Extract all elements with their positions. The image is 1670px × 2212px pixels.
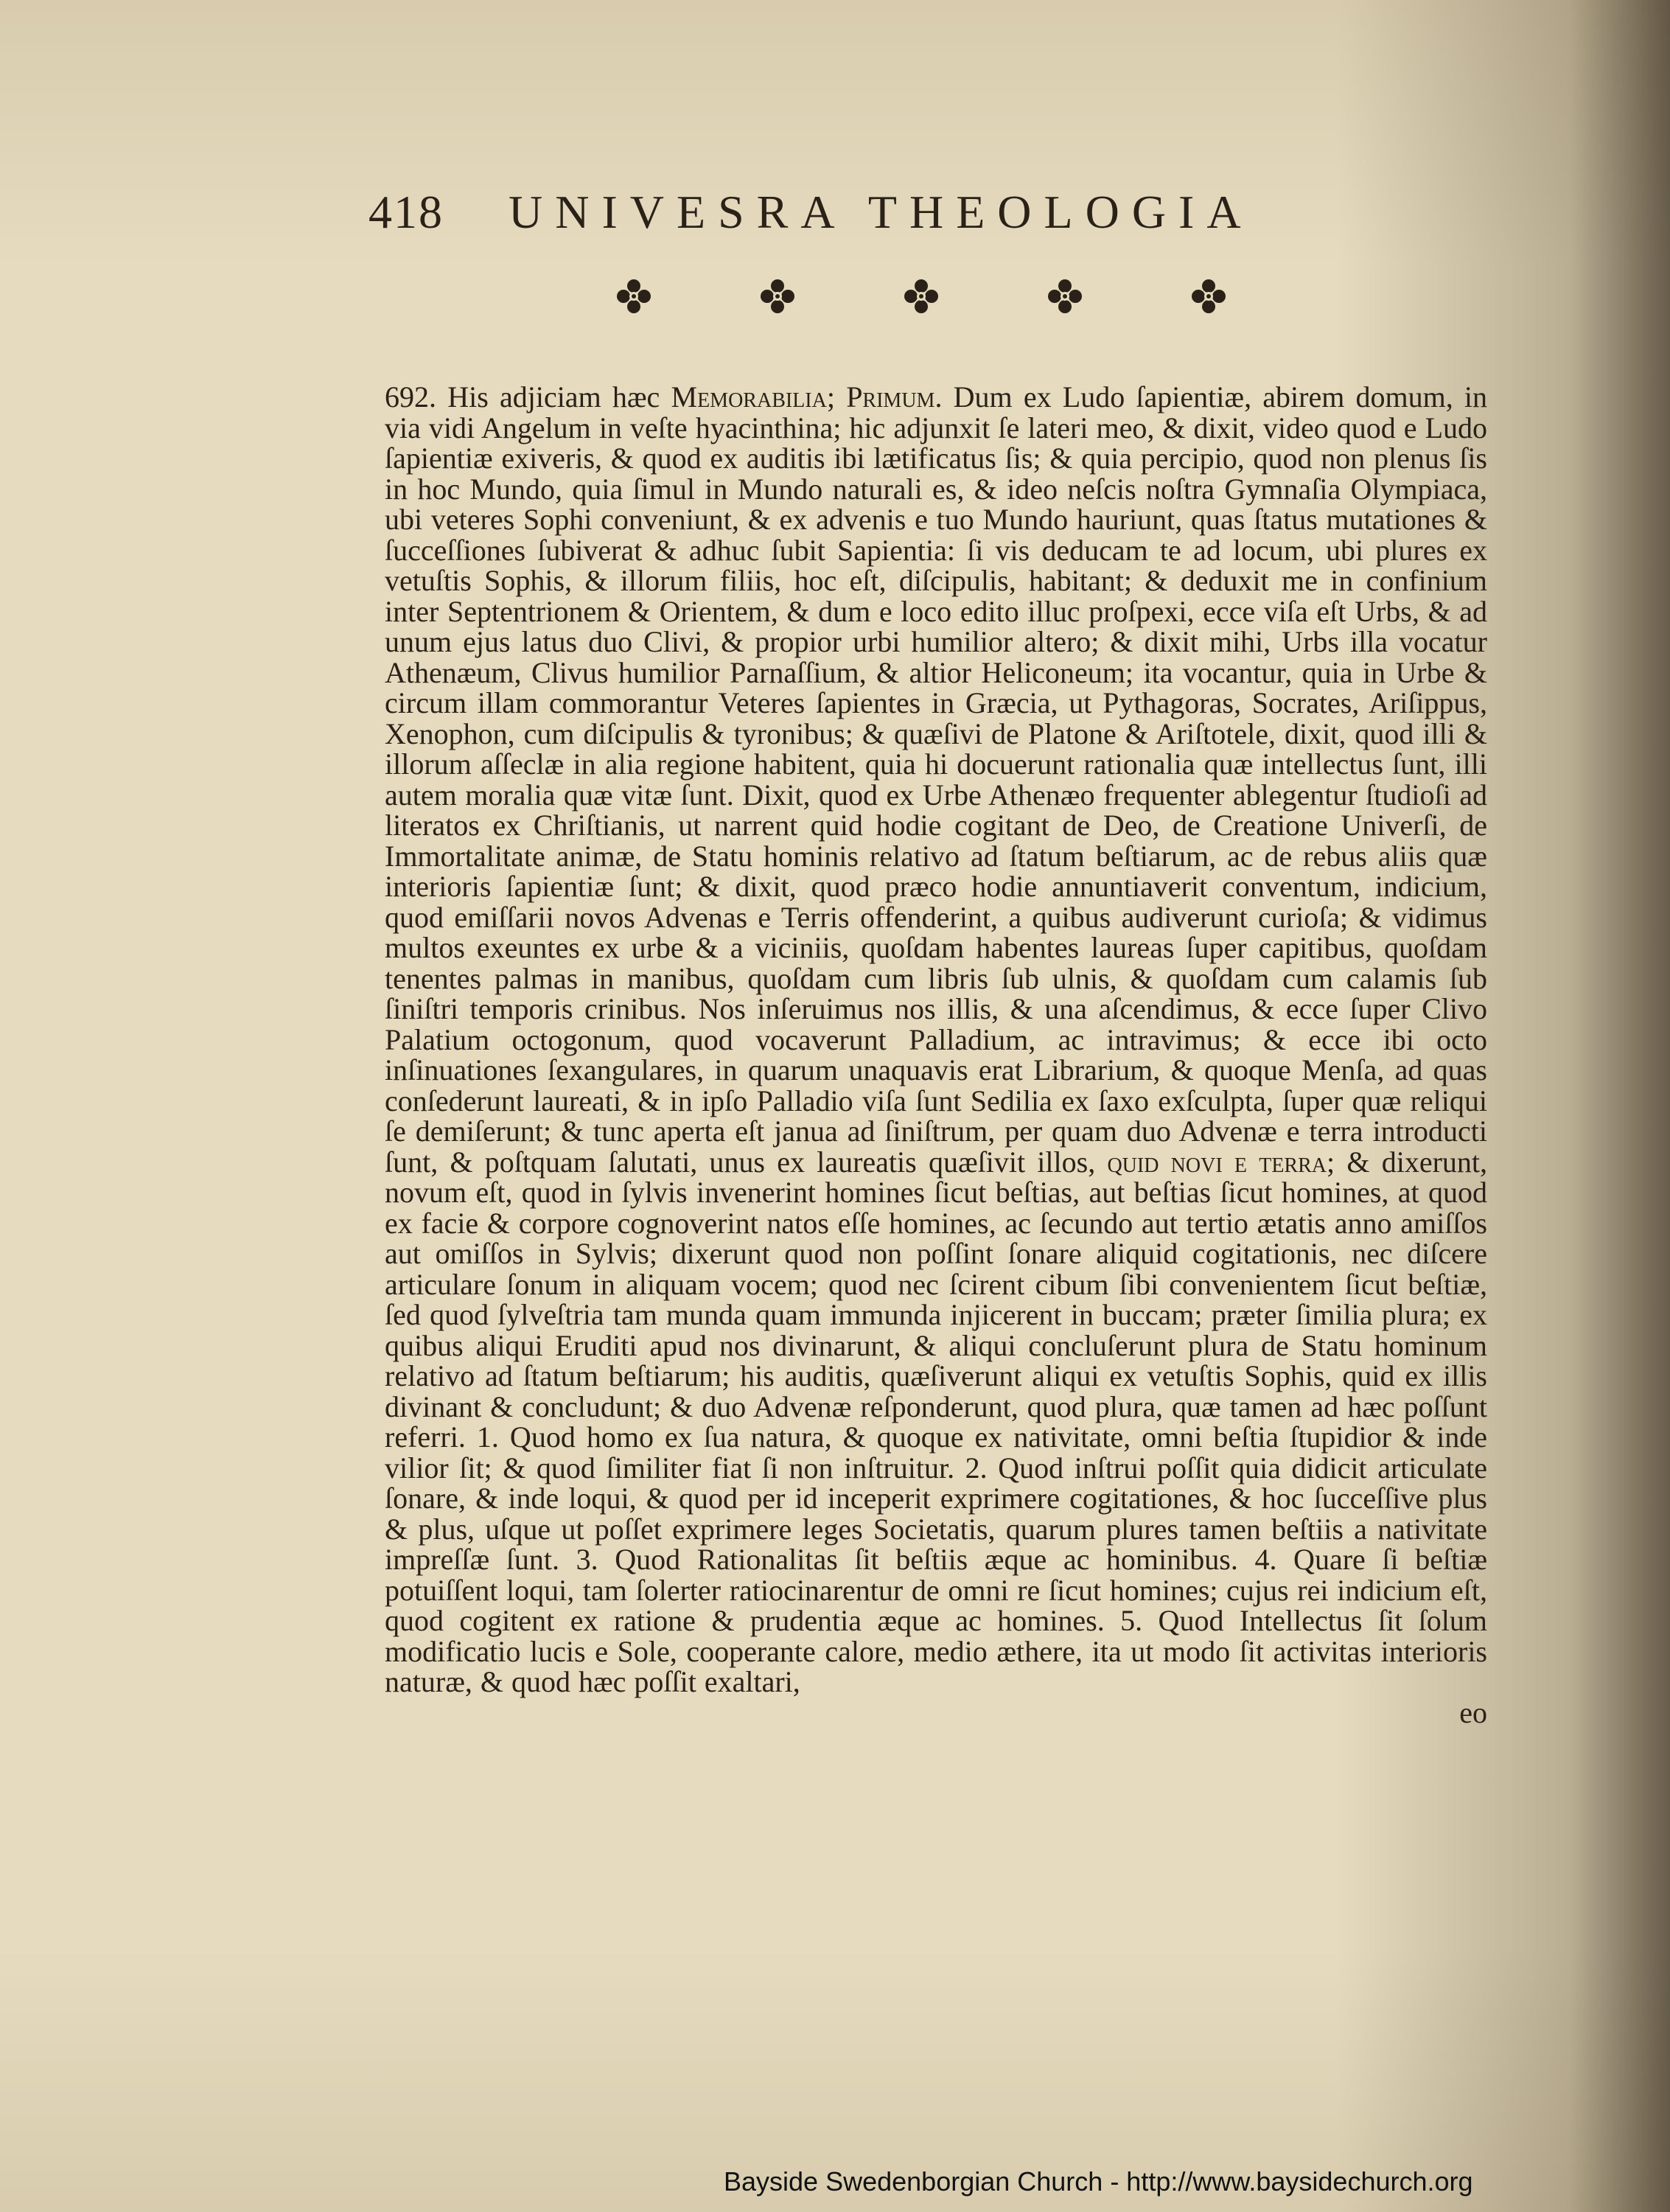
fleuron-icon (899, 274, 943, 318)
page-header (368, 183, 1363, 242)
catchword: eo (1459, 1695, 1487, 1729)
paragraph-number: 692. (385, 380, 436, 414)
paragraph-text-a: Dum ex Ludo ſapientiæ, abirem domum, in via vidi Angelum in veſte hyacinthina; hic adjunxit ſe lateri meo, & dixit, video quod e Ludo ſapientiæ exiveris, & quod ex auditis ibi lætificatus ſis; & quia percipio, quod non plenus ſis in hoc Mundo, quia ſimul in Mundo naturali es, & ideo neſcis noſtra Gymnaſia Olympiaca, ubi veteres Sophi conveniunt, & ex advenis e tuo Mundo hauriunt, quas ſtatus mutationes & ſucceſſiones ſubiverat & adhuc ſubit Sapientia: ſi vis deducam te ad locum, ubi plures ex vetuſtis Sophis, & illorum filiis, hoc eſt, diſcipulis, habitant; & deduxit me in confinium inter Septentrionem & Orientem, & dum e loco edito illuc proſpexi, ecce viſa eſt Urbs, & ad unum ejus latus duo Clivi, & propior urbi humilior altero; & dixit mihi, Urbs illa vocatur Athenæum, Clivus humilior Parnaſſium, & altior Heliconeum; ita vocantur, quia in Urbe & circum illam commorantur Veteres ſapientes in Græcia, ut Pythagoras, Socrates, Ariſippus, Xenophon, cum diſcipulis & tyronibus; & quæſivi de Platone & Ariſtotele, dixit, quod illi & illorum aſſeclæ in alia regione habitent, quia hi docuerunt rationalia quæ intellectus ſunt, illi autem moralia quæ vitæ ſunt. Dixit, quod ex Urbe Athenæo frequenter ablegentur ſtudioſi ad literatos ex Chriſtianis, ut narrent quid hodie cogitant de Deo, de Creatione Univerſi, de Immortalitate animæ, de Statu hominis relativo ad ſtatum beſtiarum, ac de rebus aliis quæ interioris ſapientiæ ſunt; & dixit, quod præco hodie annuntiaverit conventum, indicium, quod emiſſarii novos Advenas e Terris offenderint, a quibus audiverunt curioſa; & vidimus multos exeuntes ex urbe & a viciniis, quoſdam habentes laureas ſuper capitibus, quoſdam tenentes palmas in manibus, quoſdam cum libris ſub ulnis, & quoſdam cum calamis ſub ſiniſtri temporis crinibus. Nos inſeruimus nos illis, & una aſcendimus, & ecce ſuper Clivo Palatium octogonum, quod vocaverunt Palladium, ac intravimus; & ecce ibi octo inſinuationes ſexangulares, in quarum unaquavis erat Librarium, & quoque Menſa, ad quas conſederunt laureati, & in ipſo Palladio viſa ſunt Sedilia ex ſaxo exſculpta, ſuper quæ reliqui ſe demiſerunt; & tunc aperta eſt janua ad ſiniſtrum, per quam duo Advenæ e terra introducti ſunt, & poſtquam ſalutati, unus ex laureatis quæſivit illos, (385, 380, 1488, 1179)
page-number: 418 (368, 186, 444, 238)
separator: ; (826, 380, 835, 414)
fleuron-icon (1043, 274, 1087, 318)
body-paragraph (385, 382, 1487, 1930)
paragraph-intro: His adjiciam hæc (447, 380, 660, 414)
fleuron-icon (612, 274, 656, 318)
paragraph-text-b: ; & dixerunt, novum eſt, quod in ſylvis invenerint homines ſicut beſtias, aut beſtias ſicut homines, at quod ex facie & corpore cognoverint natos eſſe homines, ac ſecundo aut tertio ætatis anno amiſſos aut omiſſos in Sylvis; dixerunt quod non poſſint ſonare aliquid cogitationis, nec diſcere articulare ſonum in aliquam vocem; quod nec ſcirent cibum ſibi convenientem ſicut beſtiæ, ſed quod ſylveſtria tam munda quam immunda injicerent in buccam; præter ſimilia plura; ex quibus aliqui Eruditi apud nos divinarunt, & aliqui concluſerunt plura de Statu hominum relativo ad ſtatum beſtiarum; his auditis, quæſiverunt aliqui ex vetuſtis Sophis, quid ex illis divinant & concludunt; & duo Advenæ reſponderunt, quod plura, quæ tamen ad hæc poſſunt referri. 1. Quod homo ex ſua natura, & quoque ex nativitate, omni beſtia ſtupidior & inde vilior ſit; & quod ſimiliter fiat ſi non inſtruitur. 2. Quod inſtrui poſſit quia didicit articulate ſonare, & inde loqui, & quod per id inceperit exprimere cogitationes, & hoc ſucceſſive plus & plus, uſque ut poſſet exprimere leges Societatis, quarum plures tamen beſtiis a nativitate impreſſæ ſunt. 3. Quod Rationalitas ſit beſtiis æque ac hominibus. 4. Quare ſi beſtiæ potuiſſent loqui, tam ſolerter ratiocinarentur de omni re ſicut homines; cujus rei indicium eſt, quod cogitent ex ratione & prudentia æque ac homines. 5. Quod Intellectus ſit ſolum modificatio lucis e Sole, cooperante calore, medio æthere, ita ut modo ſit activitas interioris naturæ, & quod hæc poſſit exaltari, (385, 1145, 1488, 1698)
memorabilia-heading: Memorabilia (671, 380, 827, 414)
running-title: UNIVESRA THEOLOGIA (509, 186, 1254, 238)
watermark: Bayside Swedenborgian Church - http://www.baysidechurch.org (724, 2166, 1473, 2197)
primum-heading: Primum. (846, 380, 943, 414)
fleuron-icon (755, 274, 800, 318)
fleuron-icon (1187, 274, 1231, 318)
quid-novi-phrase: quid novi e terra (1107, 1145, 1327, 1179)
ornament-row (612, 274, 1231, 318)
